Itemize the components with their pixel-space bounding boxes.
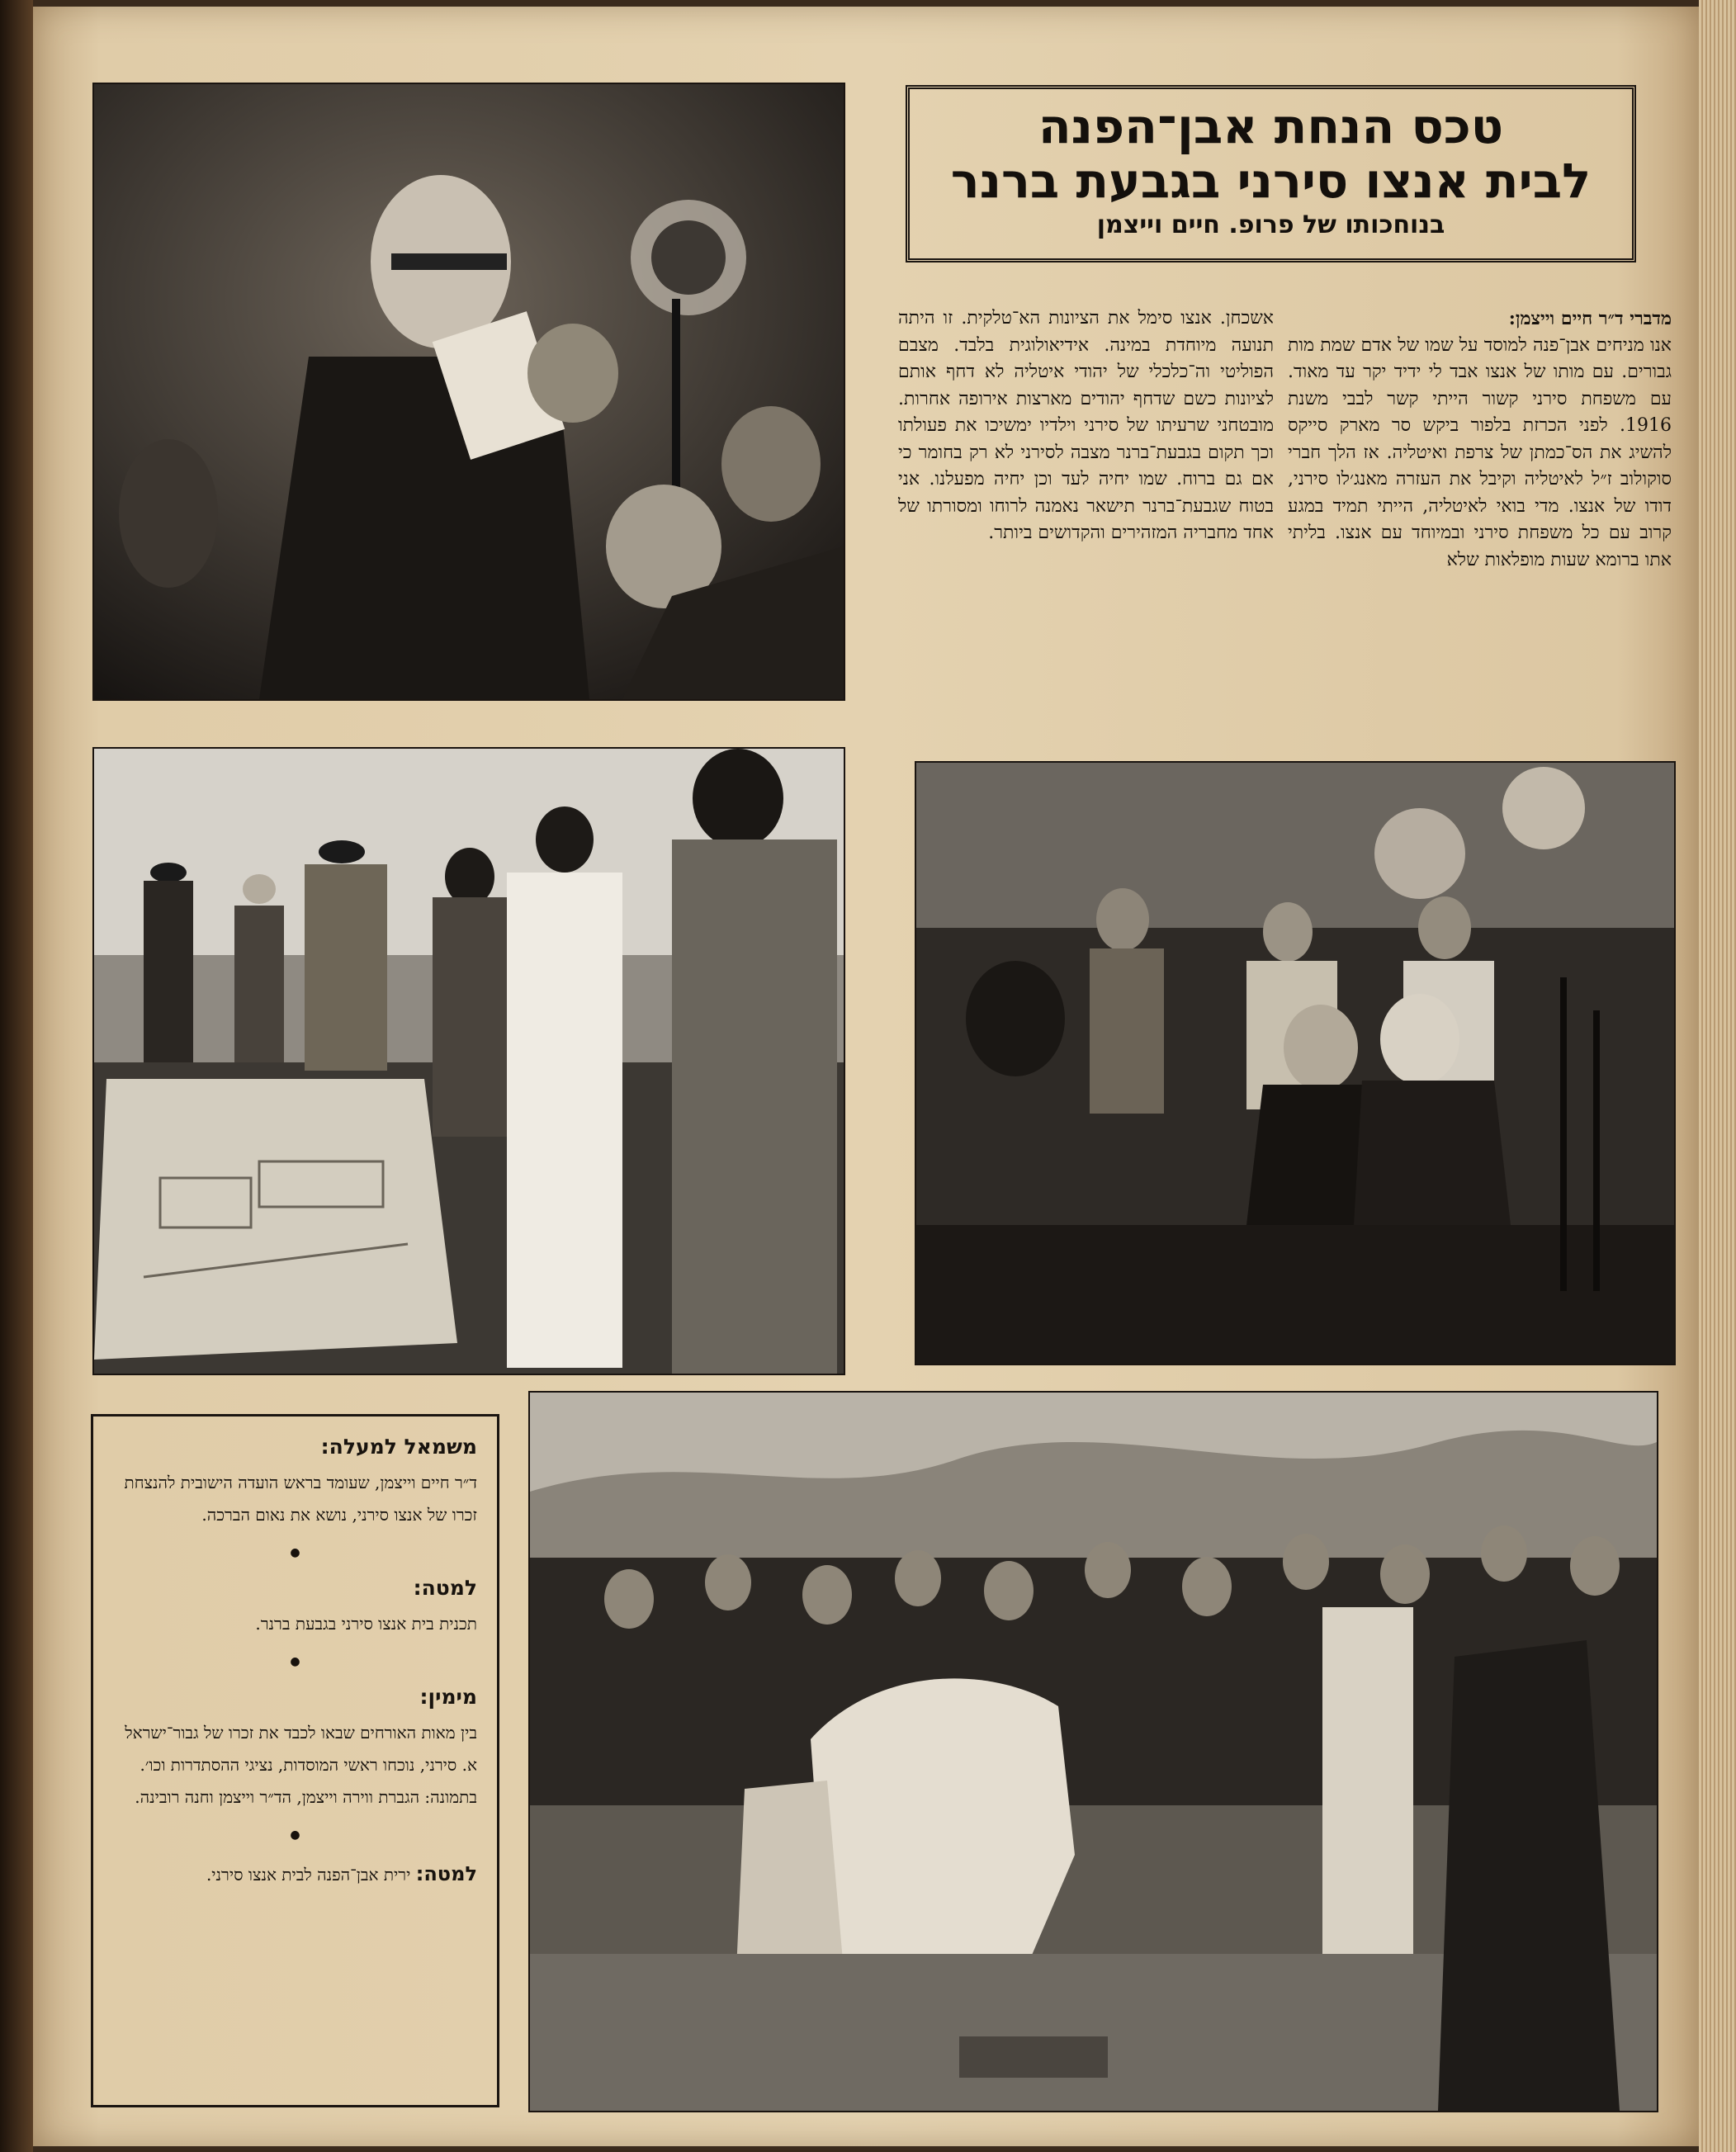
page-edges [1699,0,1736,2152]
caption-box [91,1414,499,2107]
article-paragraph: מדברי ד״ר חיים וייצמן: [1508,308,1672,329]
caption-text-bottom: ירית אבן־הפנה לבית אנצו סירני. [206,1865,411,1885]
caption-text-right: בין מאות האורחים שבאו לכבד את זכרו של גבור־ישראל א. סירני, נוכחו ראשי המוסדות, נציגי ההסתדרות וכו׳. בתמונה: הגברת ווירה וייצמן, הד״ר וייצמן וחנה רובינה. [125,1723,477,1807]
bullet-separator: ● [290,1655,300,1668]
article-paragraph: אנו מניחים אבן־פנה למוסד על שמו של אדם שמת מות גבורים. עם מותו של אנצו אבד לי ידיד יקר עד מאוד. עם משפחת סירני קשור הייתי קשר לבבי משנת 1916. לפני הכרזת בלפור ביקש סר מארק סייקס להשיג את הס־כמתן של צרפת ואיטליה. אז הלך חברי סוקולוב ז״ל לאיטליה וקיבל את העזרה מאנג׳לו סירני, דודו של אנצו. מדי בואי לאיטליה, הייתי תמיד במגע קרוב עם כל משפחת סירני ובמיוחד עם אנצו. בליתי אתו ברומא שעות מופלאות שלא [1288,334,1672,570]
caption-heading-top-left: משמאל למעלה: [320,1435,477,1459]
caption-text-top-left: ד״ר חיים וייצמן, שעומד בראש הועדה הישובית להנצחת זכרו של אנצו סירני, נושא את נאום הברכה. [124,1473,477,1525]
bullet-separator: ● [290,1546,300,1559]
caption-bottom [113,1858,477,1891]
headline-box [906,85,1636,262]
caption-heading-below: למטה: [413,1576,477,1600]
photo-weizmann-speech [92,83,845,701]
photo-guests-table [915,761,1676,1365]
headline-line-2: לבית אנצו סירני בגבעת ברנר [950,153,1592,209]
article-left-column [898,305,1274,698]
caption-text-below: תכנית בית אנצו סירני בגבעת ברנר. [255,1614,477,1634]
photo-cornerstone-laying [528,1391,1658,2112]
book-spine [0,0,33,2152]
article-right-column [1288,305,1672,698]
caption-heading-right: מימין: [419,1685,477,1709]
caption-heading-bottom: למטה: [415,1862,477,1885]
headline-line-1: טכס הנחת אבן־הפנה [1038,98,1504,154]
photo-building-plan [92,747,845,1375]
headline-subline: בנוחכותו של פרופ. חיים וייצמן [1096,210,1445,239]
article-paragraph: אשכחן. אנצו סימל את הציונות הא־טלקית. זו היתה תנועה מיוחדת במינה. אידיאולוגית בלבד. מצבם הפוליטי וה־כלכלי של יהודי איטליה לא דחף אותם לציונות כשם שדחף יהודים מארצות אירופה אחרות. מובטחני שרעיתו של סירני וילדיו ימשיכו את פעולתו וכך תקום בגבעת־ברנר מצבה לסירני לא רק בחומר כי אם גם ברוח. שמו יחיה לעד וכן יחיה מפעלנו. אני בטוח שגבעת־ברנר תישאר נאמנה לרוחו ומסורתו של אחד מחבריה המזהירים והקדושים ביותר. [898,308,1274,543]
bullet-separator: ● [290,1828,300,1842]
